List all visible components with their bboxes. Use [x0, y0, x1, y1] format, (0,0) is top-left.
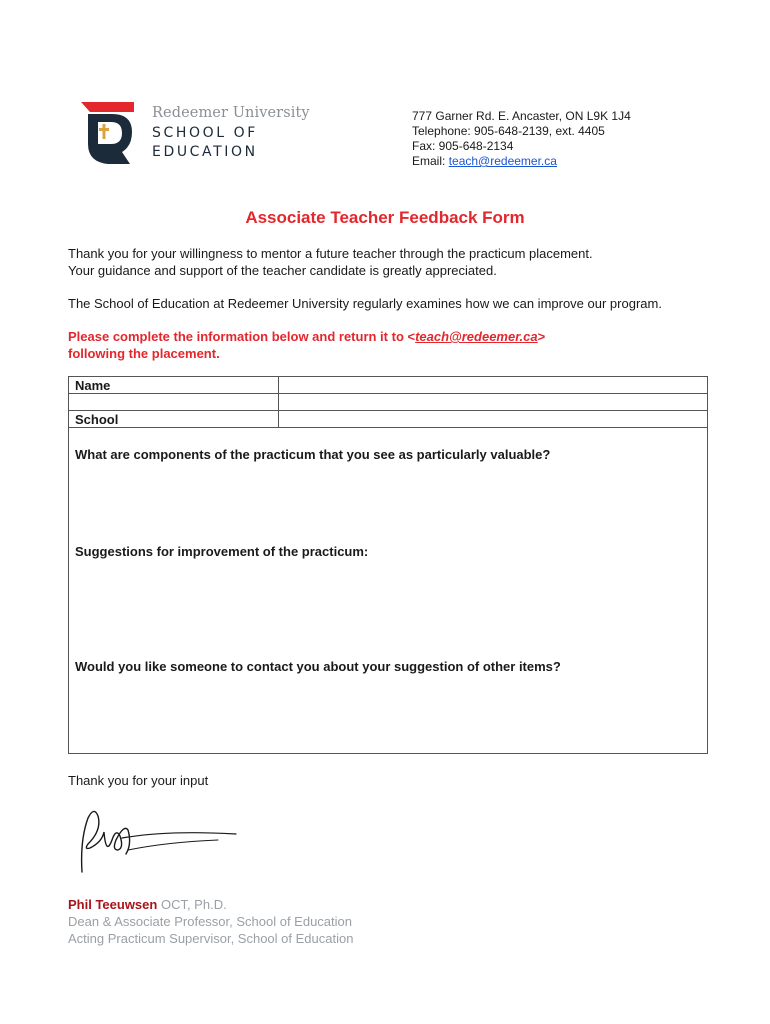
signature [68, 800, 248, 885]
logo-school-name: SCHOOL OF EDUCATION [152, 125, 258, 160]
street-address: 777 Garner Rd. E. Ancaster, ON L9K 1J4 [412, 109, 631, 123]
school-logo [78, 100, 318, 170]
form-title: Associate Teacher Feedback Form [245, 208, 525, 227]
handwritten-signature-icon [68, 800, 248, 880]
program-paragraph: The School of Education at Redeemer University regularly examines how we can improve our program. [68, 296, 662, 311]
school-label: School [75, 412, 119, 427]
contact-address [412, 109, 631, 169]
intro-paragraph: Thank you for your willingness to mentor a future teacher through the practicum placement. Your guidance and support of the teacher candidate is greatly appreciated. [68, 246, 593, 278]
feedback-form [68, 376, 708, 754]
logo-university-name: Redeemer University [152, 105, 310, 121]
signer-block [68, 896, 353, 947]
name-field[interactable] [279, 377, 707, 410]
fax: Fax: 905-648-2134 [412, 139, 514, 153]
instructions: Please complete the information below and return it to <teach@redeemer.ca> following the placement. [68, 329, 546, 361]
school-field[interactable] [279, 411, 707, 427]
instructions-email-link[interactable]: teach@redeemer.ca [415, 329, 538, 344]
email-link[interactable]: teach@redeemer.ca [448, 154, 557, 168]
signer-title-2: Acting Practicum Supervisor, School of Education [68, 931, 354, 946]
email-line: Email: teach@redeemer.ca [412, 154, 557, 168]
answer-valuable-components[interactable] [69, 467, 707, 537]
signer-name-line [68, 896, 353, 913]
question-suggestions: Suggestions for improvement of the practicum: [75, 544, 369, 559]
closing-text: Thank you for your input [68, 773, 209, 788]
question-valuable-components: What are components of the practicum that you see as particularly valuable? [75, 447, 551, 462]
telephone: Telephone: 905-648-2139, ext. 4405 [412, 124, 605, 138]
question-contact: Would you like someone to contact you about your suggestion of other items? [75, 659, 561, 674]
signer-name: Phil Teeuwsen [68, 897, 158, 912]
signer-title-1: Dean & Associate Professor, School of Education [68, 914, 353, 929]
answer-contact[interactable] [69, 679, 707, 751]
redeemer-shield-icon [78, 100, 144, 168]
answer-suggestions[interactable] [69, 564, 707, 654]
name-label: Name [75, 378, 111, 393]
signer-credentials: OCT, Ph.D. [157, 897, 227, 912]
